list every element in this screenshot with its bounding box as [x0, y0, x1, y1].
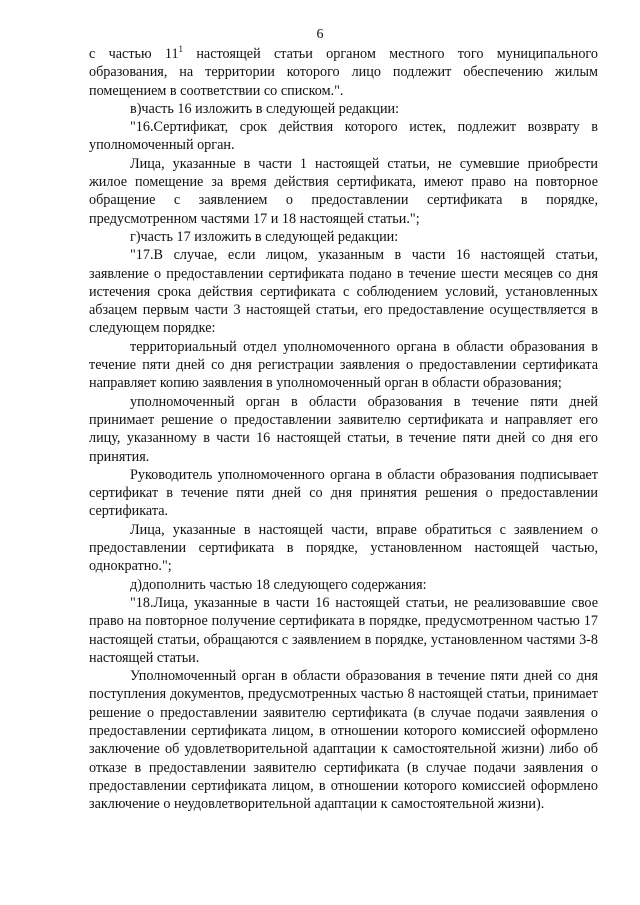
paragraph-decision: Уполномоченный орган в области образования в течение пяти дней со дня поступления документов, предусмотренных частью 8 настоящей статьи, принимает решение о предоставлении заявителю сертификата (в случае подачи заявления о предоставлении сертификата лицом, в отношении которого комиссией оформлено заключение об удовлетворительной адаптации к самостоятельной жизни) либо об отказе в предоставлении заявителю сертификата (в случае подачи заявления о предоставлении сертификата лицом, в отношении которого комиссией оформлено заключение о неудовлетворительной адаптации к самостоятельной жизни).: [89, 668, 598, 813]
document-body: [89, 45, 598, 813]
paragraph-part-18: "18.Лица, указанные в части 16 настоящей статьи, не реализовавшие свое право на повторное получение сертификата в порядке, предусмотренном частью 17 настоящей статьи, обращаются с заявлением в порядке, установленном частями 3-8 настоящей статьи.: [89, 594, 598, 666]
paragraph-item-d: д)дополнить частью 18 следующего содержания:: [130, 576, 427, 593]
paragraph-part-17: "17.В случае, если лицом, указанным в части 16 настоящей статьи, заявление о предоставлении сертификата подано в течение шести месяцев со дня истечения срока действия сертификата с соблюдением условий, установленных абзацем первым части 3 настоящей статьи, его предоставление осуществляется в следующем порядке:: [89, 247, 598, 337]
paragraph-persons-part-1: Лица, указанные в части 1 настоящей статьи, не сумевшие приобрести жилое помещение за время действия сертификата, имеют право на повторное обращение с заявлением о предоставлении сертификата в порядке, предусмотренном частями 17 и 18 настоящей статьи.";: [89, 155, 598, 227]
paragraph-once: Лица, указанные в настоящей части, вправе обратиться с заявлением о предоставлении сертификата в порядке, установленном настоящей частью, однократно.";: [89, 521, 598, 575]
paragraph-head-signs: Руководитель уполномоченного органа в области образования подписывает сертификат в течение пяти дней со дня принятия решения о предоставлении сертификата.: [89, 466, 598, 520]
paragraph-continuation: [89, 45, 598, 100]
paragraph-part-16: "16.Сертификат, срок действия которого истек, подлежит возврату в уполномоченный орган.: [89, 119, 598, 154]
paragraph-text: с частью 11: [89, 46, 179, 62]
superscript: 1: [178, 44, 184, 54]
paragraph-territorial-department: территориальный отдел уполномоченного органа в области образования в течение пяти дней со дня регистрации заявления о предоставлении сертификата направляет копию заявления в уполномоченный орган в области образования;: [89, 338, 598, 392]
paragraph-authorized-body: уполномоченный орган в области образования в течение пяти дней принимает решение о предоставлении заявителю сертификата и направляет его лицу, указанному в части 16 настоящей статьи, в течение пяти дней со дня его принятия.: [89, 393, 598, 465]
page-number: 6: [316, 27, 324, 42]
paragraph-item-v: в)часть 16 изложить в следующей редакции:: [130, 100, 400, 117]
paragraph-item-g: г)часть 17 изложить в следующей редакции:: [130, 228, 399, 245]
paragraph-text-after: настоящей статьи органом местного того муниципального образования, на территории которого лицо подлежит обеспечению жилым помещением в соответствии со списком.".: [89, 46, 598, 99]
